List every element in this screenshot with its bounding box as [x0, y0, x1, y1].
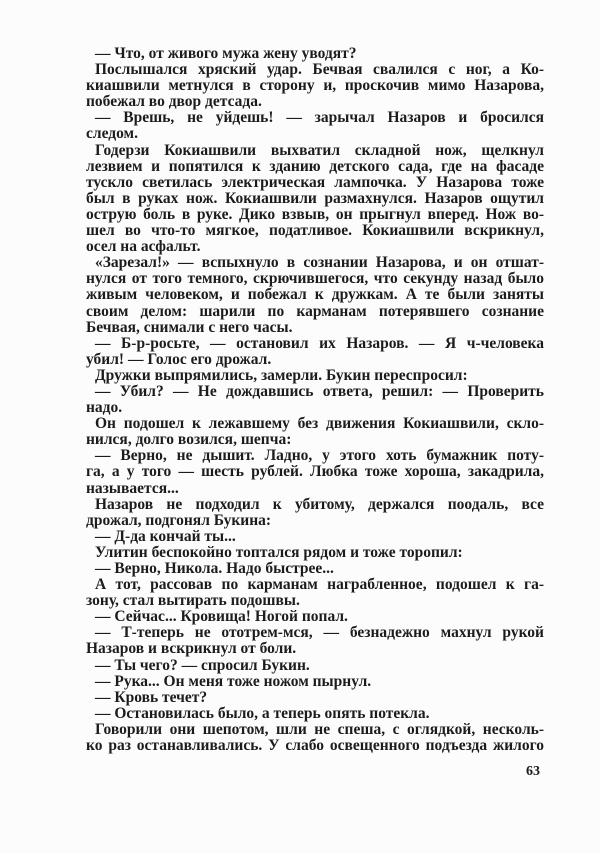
- paragraph: [86, 255, 544, 335]
- text-line: тускло светилась электрическая лампочка. У Назарова тоже: [86, 173, 544, 191]
- paragraph: [86, 368, 544, 384]
- paragraph: [86, 625, 544, 657]
- text-line: дрожал, подгонял Букина:: [86, 511, 272, 529]
- paragraph: [86, 416, 544, 448]
- paragraph: [86, 577, 544, 609]
- text-line: лезвием и попятился к зданию детского сада, где на фасаде: [86, 157, 544, 175]
- text-line: Он подошел к лежавшему без движения Кокиашвили, скло-: [95, 415, 544, 433]
- text-line: — Верно, Никола. Надо быстрее...: [95, 560, 334, 577]
- paragraph: [86, 529, 544, 545]
- text-line: убил! — Голос его дрожал.: [86, 350, 272, 368]
- book-page-text: [86, 46, 544, 754]
- text-line: га, а у того — шесть рублей. Любка тоже хороша, закадрила,: [86, 463, 544, 481]
- paragraph: [86, 690, 544, 706]
- text-line: побежал во двор детсада.: [86, 93, 262, 111]
- paragraph: [86, 609, 544, 625]
- text-line: «Зарезал!» — вспыхнуло в сознании Назарова, и он отшат-: [95, 254, 544, 272]
- text-line: следом.: [86, 125, 138, 143]
- text-line: — Что, от живого мужа жену уводят?: [95, 45, 357, 62]
- paragraph: [86, 722, 544, 754]
- text-line: надо.: [86, 399, 123, 417]
- text-line: острую боль в руке. Дико взвыв, он прыгнул вперед. Нож во-: [86, 205, 544, 223]
- text-line: Улитин беспокойно топтался рядом и тоже торопил:: [95, 543, 463, 561]
- paragraph: [86, 674, 544, 690]
- text-line: живым человеком, и побежал к дружкам. А те были заняты: [86, 286, 544, 304]
- text-line: А тот, рассовав по карманам награбленное, подошел к га-: [95, 576, 544, 594]
- text-line: — Остановилась было, а теперь опять потекла.: [95, 704, 430, 722]
- paragraph: [86, 46, 544, 62]
- text-line: киашвили метнулся в сторону и, проскочив мимо Назарова,: [86, 77, 544, 95]
- text-line: — Кровь течет?: [95, 688, 208, 706]
- paragraph: [86, 561, 544, 577]
- text-line: был в руках нож. Кокиашвили размахнулся. Назаров ощутил: [86, 189, 544, 207]
- text-line: называется...: [86, 479, 179, 497]
- page-number: 63: [526, 764, 540, 779]
- paragraph: [86, 448, 544, 496]
- text-line: — Б-р-росьте, — остановил их Назаров. — Я ч-человека: [95, 334, 544, 352]
- text-line: зону, стал вытирать подошвы.: [86, 592, 300, 610]
- text-line: осел на асфальт.: [86, 238, 201, 256]
- text-line: Назаров не подходил к убитому, держался поодаль, все: [95, 495, 544, 513]
- paragraph: [86, 706, 544, 722]
- paragraph: [86, 110, 544, 142]
- text-line: нился, долго возился, шепча:: [86, 431, 292, 449]
- text-line: — Убил? — Не дождавшись ответа, решил: — Проверить: [95, 382, 544, 400]
- paragraph: [86, 545, 544, 561]
- text-line: нулся от того темного, скрючившегося, что секунду назад было: [86, 270, 544, 288]
- text-line: Говорили они шепотом, шли не спеша, с оглядкой, несколь-: [95, 720, 544, 738]
- text-line: Послышался хряский удар. Бечвая свалился с ног, а Ко-: [95, 61, 544, 79]
- text-line: Назаров и вскрикнул от боли.: [86, 640, 297, 658]
- text-line: — Д-да кончай ты...: [95, 527, 236, 545]
- paragraph: [86, 384, 544, 416]
- paragraph: [86, 497, 544, 529]
- text-line: шел во что-то мягкое, податливое. Кокиашвили вскрикнул,: [86, 222, 544, 240]
- paragraph: [86, 143, 544, 256]
- text-line: — Ты чего? — спросил Букин.: [95, 656, 310, 674]
- text-line: — Рука... Он меня тоже ножом пырнул.: [95, 672, 372, 690]
- text-line: ко раз останавливались. У слабо освещенного подъезда жилого: [86, 737, 544, 755]
- text-line: Бечвая, снимали с него часы.: [86, 318, 293, 336]
- paragraph: [86, 658, 544, 674]
- text-line: Годерзи Кокиашвили выхватил складной нож, щелкнул: [95, 141, 544, 159]
- paragraph: [86, 336, 544, 368]
- text-line: Дружки выпрямились, замерли. Букин переспросил:: [95, 366, 468, 384]
- text-line: своим делом: шарили по карманам потерявшего сознание: [86, 302, 544, 320]
- text-line: — Сейчас... Кровища! Ногой попал.: [95, 608, 348, 626]
- text-line: — Врешь, не уйдешь! — зарычал Назаров и бросился: [95, 109, 544, 127]
- text-line: — Т-теперь не ототрем-мся, — безнадежно махнул рукой: [95, 624, 544, 642]
- paragraph: [86, 62, 544, 110]
- text-line: — Верно, не дышит. Ладно, у этого хоть бумажник поту-: [95, 447, 544, 465]
